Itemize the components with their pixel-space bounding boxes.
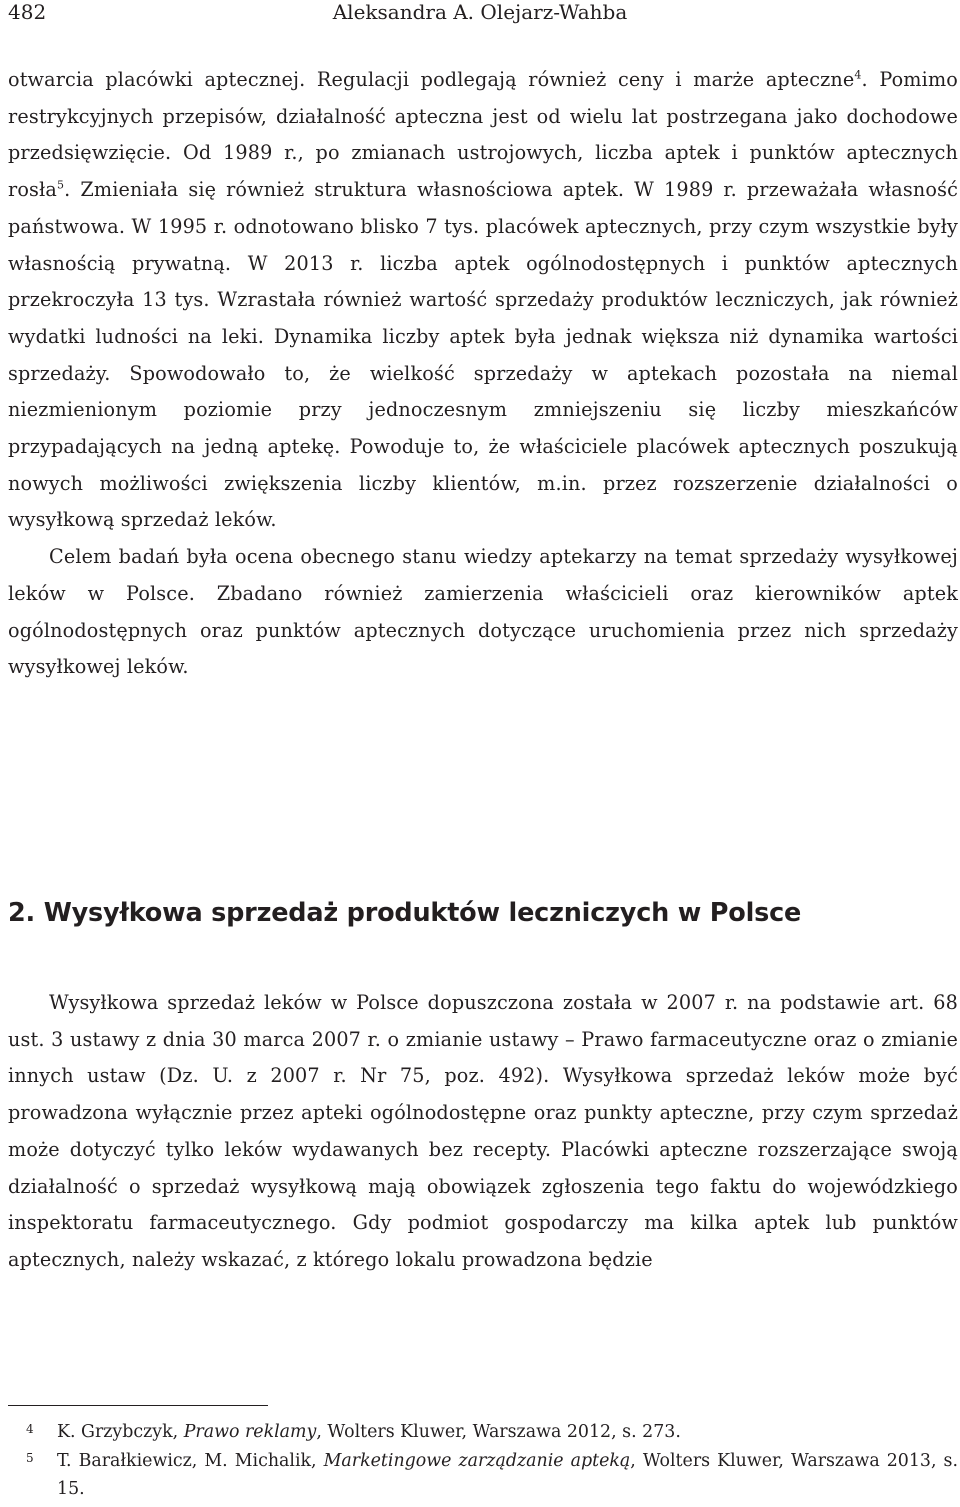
footnote-separator — [8, 1405, 268, 1406]
footnote-author: T. Barałkiewicz, M. Michalik, — [57, 1450, 324, 1471]
footnote-details: , Wolters Kluwer, Warszawa 2012, s. 273. — [316, 1422, 681, 1442]
section-heading: 2. Wysyłkowa sprzedaż produktów leczniczych w Polsce — [8, 898, 802, 928]
footnote-number: 4 — [26, 1422, 34, 1436]
footnote-number: 5 — [26, 1450, 34, 1465]
footnote-ref[interactable]: 5 — [56, 178, 65, 192]
section-text — [8, 985, 958, 1279]
footnote — [8, 1447, 958, 1504]
paragraph: Celem badań była ocena obecnego stanu wiedzy aptekarzy na temat sprzedaży wysyłkowej leków w Polsce. Zbadano również zamierzenia właścicieli oraz kierowników aptek ogólnodostępnych oraz punktów aptecznych dotyczące uruchomienia przez nich sprzedaży wysyłkowej leków. — [8, 545, 958, 679]
footnote-author: K. Grzybczyk, — [57, 1422, 184, 1442]
footnote-ref[interactable]: 4 — [854, 68, 862, 82]
footnote-details: , Wolters Kluwer, Warszawa 2013, s. 15. — [57, 1450, 958, 1499]
paragraph — [8, 62, 958, 539]
page-number: 482 — [8, 0, 47, 24]
footnote — [8, 1418, 958, 1447]
paragraph-text: . Zmieniała się również struktura własnościowa aptek. W 1989 r. przeważała własność państwowa. W 1995 r. odnotowano blisko 7 tys. placówek aptecznych, przy czym wszystkie były własnością prywatną. W 2013 r. liczba aptek ogólnodostępnych i punktów aptecznych przekroczyła 13 tys. Wzrastała również wartość sprzedaży produktów leczniczych, jak również wydatki ludności na leki. Dynamika liczby aptek była jednak większa niż dynamika wartości sprzedaży. Spowodowało to, że wielkość sprzedaży w aptekach pozostała na niemal niezmienionym poziomie przy jednoczesnym zmniejszeniu się liczby mieszkańców przypadających na jedną aptekę. Powoduje to, że właściciele placówek aptecznych poszukują nowych możliwości zwiększenia liczby klientów, m.in. przez rozszerzenie działalności o wysyłkową sprzedaż leków. — [8, 178, 958, 532]
footnote-title: Marketingowe zarządzanie apteką — [323, 1450, 631, 1471]
intro-text — [8, 62, 958, 686]
paragraph-text: otwarcia placówki aptecznej. Regulacji podlegają również ceny i marże apteczne — [8, 68, 855, 91]
running-header — [8, 0, 952, 26]
running-header-author: Aleksandra A. Olejarz-Wahba — [332, 0, 628, 24]
footnote-title: Prawo reklamy — [183, 1422, 317, 1442]
footnotes — [8, 1418, 958, 1504]
paragraph: Wysyłkowa sprzedaż leków w Polsce dopuszczona została w 2007 r. na podstawie art. 68 ust. 3 ustawy z dnia 30 marca 2007 r. o zmianie ustawy – Prawo farmaceutyczne oraz o zmianie innych ustaw (Dz. U. z 2007 r. Nr 75, poz. 492). Wysyłkowa sprzedaż leków może być prowadzona wyłącznie przez apteki ogólnodostępne oraz punkty apteczne, przy czym sprzedaż może dotyczyć tylko leków wydawanych bez recepty. Placówki apteczne rozszerzające swoją działalność o sprzedaż wysyłkową mają obowiązek zgłoszenia tego faktu do wojewódzkiego inspektoratu farmaceutycznego. Gdy podmiot gospodarczy ma kilka aptek lub punktów aptecznych, należy wskazać, z którego lokalu prowadzona będzie — [8, 991, 958, 1271]
paragraph-text: . Pomimo restrykcyjnych przepisów, działalność apteczna jest od wielu lat postrzegana jako dochodowe przedsięwzięcie. Od 1989 r., po zmianach ustrojowych, liczba aptek i punktów aptecznych rosła — [8, 68, 958, 202]
